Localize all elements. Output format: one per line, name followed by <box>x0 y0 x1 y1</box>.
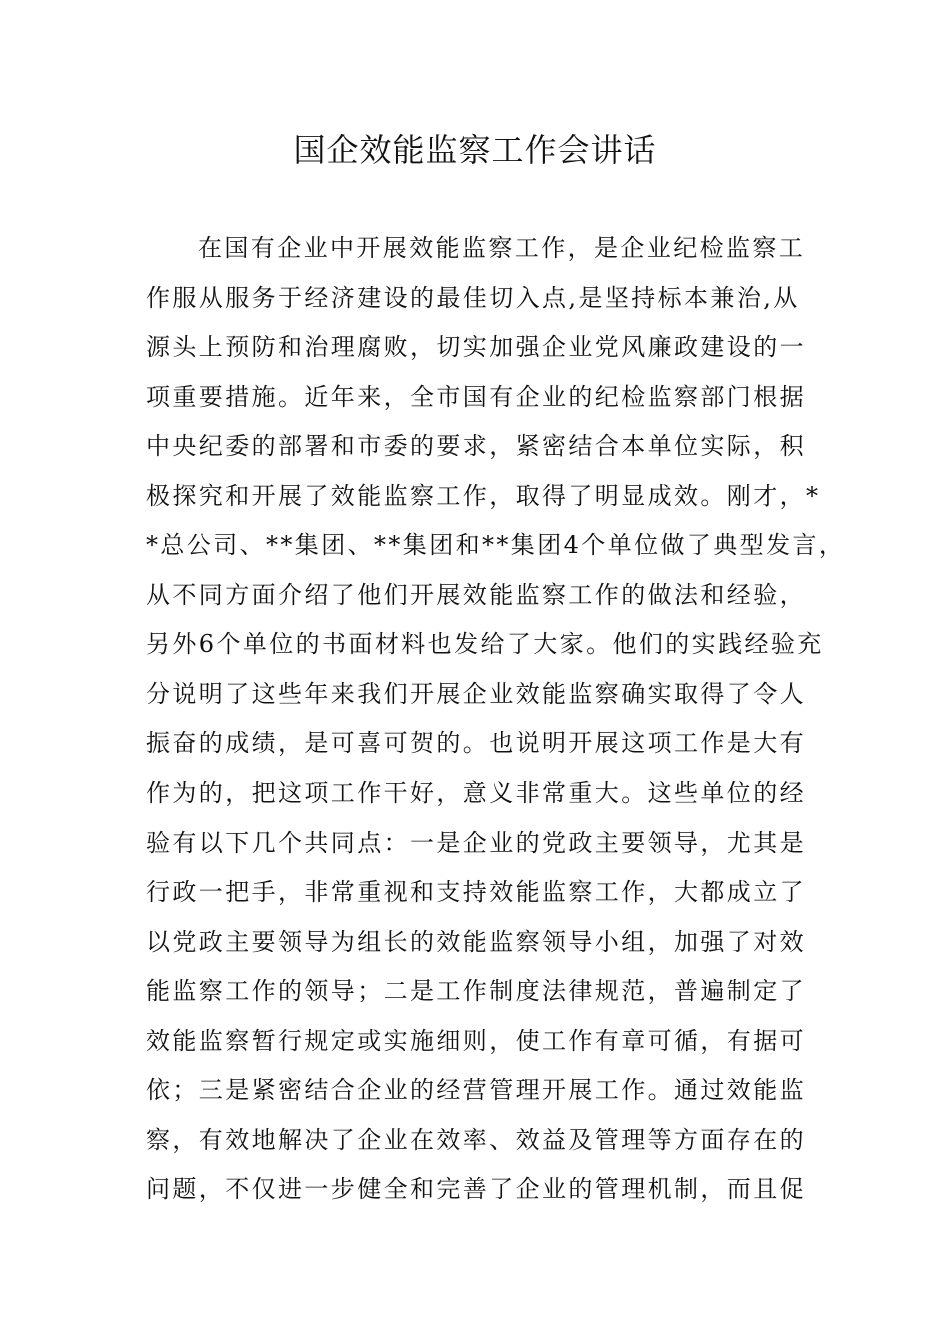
text-line: 问题，不仅进一步健全和完善了企业的管理机制，而且促 <box>146 1175 806 1204</box>
text-line: 验有以下几个共同点：一是企业的党政主要领导，尤其是 <box>146 828 806 857</box>
text-line: 能监察工作的领导；二是工作制度法律规范，普遍制定了 <box>146 977 806 1006</box>
text-line: 作为的，把这项工作干好，意义非常重大。这些单位的经 <box>146 779 806 808</box>
text-line: 另外6个单位的书面材料也发给了大家。他们的实践经验充 <box>146 630 824 659</box>
body-paragraph <box>146 224 846 1215</box>
text-line: 项重要措施。近年来，全市国有企业的纪检监察部门根据 <box>146 382 806 411</box>
text-line: 极探究和开展了效能监察工作，取得了明显成效。刚才，* <box>146 481 821 510</box>
text-line: *总公司、**集团、**集团和**集团4个单位做了典型发言， <box>146 531 846 560</box>
document-title: 国企效能监察工作会讲话 <box>293 131 657 169</box>
text-line: 源头上预防和治理腐败，切实加强企业党风廉政建设的一 <box>146 333 806 362</box>
text-line: 以党政主要领导为组长的效能监察领导小组，加强了对效 <box>146 927 806 956</box>
text-line: 行政一把手，非常重视和支持效能监察工作，大都成立了 <box>146 878 806 907</box>
text-line: 振奋的成绩，是可喜可贺的。也说明开展这项工作是大有 <box>146 729 806 758</box>
text-line: 察，有效地解决了企业在效率、效益及管理等方面存在的 <box>146 1125 806 1154</box>
text-line: 效能监察暂行规定或实施细则，使工作有章可循，有据可 <box>146 1026 806 1055</box>
text-line: 在国有企业中开展效能监察工作，是企业纪检监察工 <box>198 234 806 262</box>
text-line: 中央纪委的部署和市委的要求，紧密结合本单位实际，积 <box>146 432 806 461</box>
text-line: 依；三是紧密结合企业的经营管理开展工作。通过效能监 <box>146 1076 806 1105</box>
text-line: 作服从服务于经济建设的最佳切入点,是坚持标本兼治,从 <box>146 283 800 312</box>
text-line: 分说明了这些年来我们开展企业效能监察确实取得了令人 <box>146 679 806 708</box>
text-line: 从不同方面介绍了他们开展效能监察工作的做法和经验， <box>146 580 806 609</box>
